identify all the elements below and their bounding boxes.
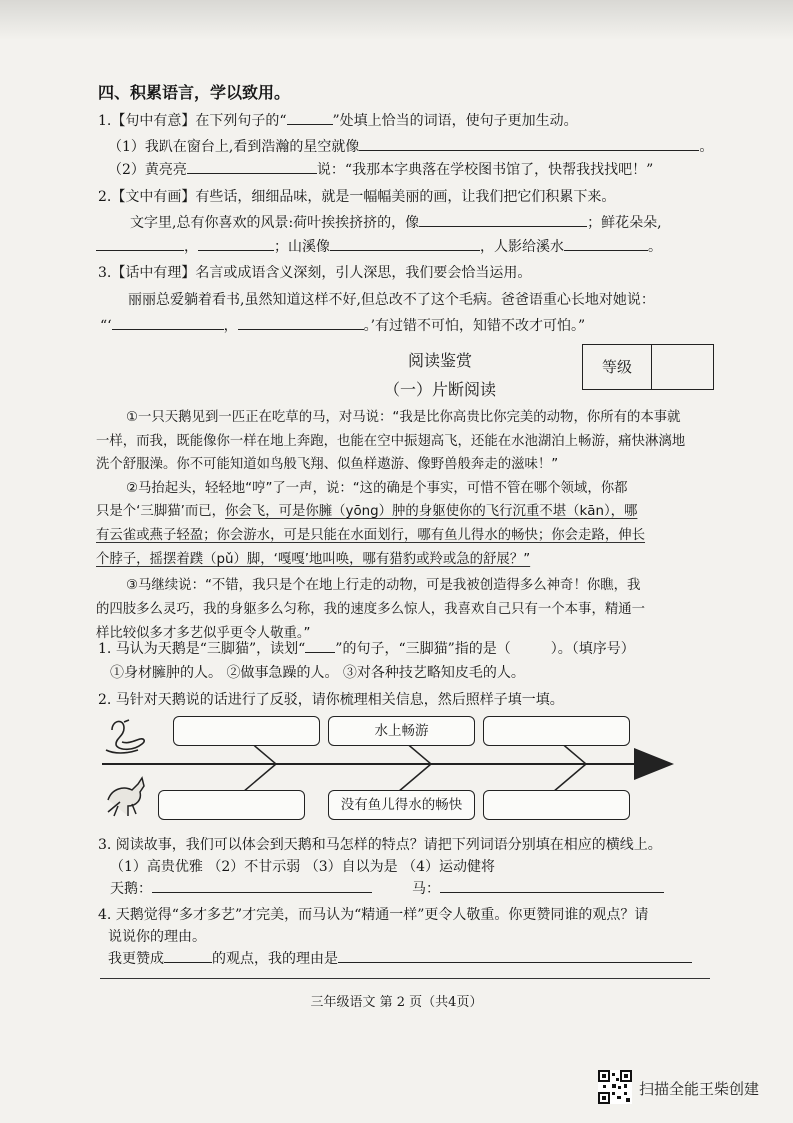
passage-p2-line3: 有云雀或燕子轻盈；你会游水，可是只能在水面划行，哪有鱼儿得水的畅快；你会走路，伸长 xyxy=(96,528,646,543)
reading-q4-line3: 我更赞成 的观点，我的理由是 xyxy=(108,948,692,968)
q2-line2: ， ；山溪像 ，人影给溪水 。 xyxy=(96,236,662,256)
passage-p3-line3: 样比较似多才多艺似乎更令人敬重。” xyxy=(96,626,311,641)
section-title: 四、积累语言，学以致用。 xyxy=(98,83,291,102)
swan-icon xyxy=(106,720,144,753)
page-footer: 三年级语文 第 2 页（共4页） xyxy=(310,995,483,1010)
swan-box-1[interactable] xyxy=(173,716,320,746)
arrow-head-icon xyxy=(634,748,674,780)
reading-q3-options: （1）高贵优雅 （2）不甘示弱 （3）自以为是 （4）运动健将 xyxy=(110,859,495,875)
passage-p3-line1: ③马继续说：“不错，我只是个在地上行走的动物，可是我被创造得多么神奇！你瞧，我 xyxy=(126,578,641,593)
reading-q4-line2: 说说你的理由。 xyxy=(108,929,206,945)
q3-stem: 3.【话中有理】名言或成语含义深刻，引人深思，我们要会恰当运用。 xyxy=(98,265,532,281)
reading-q1-options: ①身材臃肿的人。 ②做事急躁的人。 ③对各种技艺略知皮毛的人。 xyxy=(110,665,525,681)
scan-watermark: 扫描全能王柴创建 xyxy=(639,1080,760,1098)
q1-stem: 1.【句中有意】在下列句子的“ ”处填上恰当的词语，使句子更加生动。 xyxy=(98,110,578,130)
q2-line1: 文字里,总有你喜欢的风景:荷叶挨挨挤挤的，像 ；鲜花朵朵, xyxy=(130,212,662,232)
reading-q1: 1. 马认为天鹅是“三脚猫”，读划“ ”的句子，“三脚猫”指的是（ ）。（填序号） xyxy=(98,638,635,658)
qr-code-icon xyxy=(598,1070,632,1104)
q1-item2: （2）黄亮亮 说：“我那本字典落在学校图书馆了，快帮我找找吧！” xyxy=(108,159,653,179)
answer-line xyxy=(100,978,710,979)
reading-q3-answers: 天鹅： 马： xyxy=(110,878,664,898)
horse-box-1[interactable] xyxy=(158,790,305,820)
passage-p1-line1: ①一只天鹅见到一匹正在吃草的马，对马说：“我是比你高贵比你完美的动物，你所有的本事就 xyxy=(126,410,681,425)
q3-line1: 丽丽总爱躺着看书,虽然知道这样不好,但总改不了这个毛病。爸爸语重心长地对她说： xyxy=(128,292,655,308)
reading-subtitle: （一）片断阅读 xyxy=(383,380,496,399)
reading-q4-line1: 4. 天鹅觉得“多才多艺”才完美，而马认为“精通一样”更令人敬重。你更赞同谁的观点？请 xyxy=(98,907,649,923)
horse-icon xyxy=(108,778,144,816)
passage-p1-line2: 一样，而我，既能像你一样在地上奔跑，也能在空中振翅高飞，还能在水池湖泊上畅游，痛快淋漓地 xyxy=(96,434,686,449)
horse-box-3[interactable] xyxy=(483,790,630,820)
q3-line2: “‘ ， 。’有过错不可怕，知错不改才可怕。” xyxy=(100,315,585,335)
horse-box-2: 没有鱼儿得水的畅快 xyxy=(328,790,475,820)
swan-box-3[interactable] xyxy=(483,716,630,746)
grade-box xyxy=(582,344,714,390)
q1-item1: （1）我趴在窗台上,看到浩瀚的星空就像 。 xyxy=(108,136,713,156)
passage-p3-line2: 的四肢多么灵巧，我的身躯多么匀称，我的速度多么惊人，我喜欢自己只有一个本事，精通一 xyxy=(96,602,646,617)
q2-stem: 2.【文中有画】有些话，细细品味，就是一幅幅美丽的画，让我们把它们积累下来。 xyxy=(98,189,616,205)
reading-q3: 3. 阅读故事，我们可以体会到天鹅和马怎样的特点？请把下列词语分别填在相应的横线上。 xyxy=(98,837,662,853)
fishbone-diagram xyxy=(98,708,678,833)
swan-box-2: 水上畅游 xyxy=(328,716,475,746)
scan-shadow xyxy=(0,0,793,40)
passage-p2-line2: 只是个‘三脚猫’而已，你会飞，可是你臃（yōng）肿的身躯使你的飞行沉重不堪（kān），哪 xyxy=(96,504,638,519)
passage-p1-line3: 洗个舒服澡。你不可能知道如鸟般飞翔、似鱼样遨游、像野兽般奔走的滋味！” xyxy=(96,457,559,472)
reading-q2: 2. 马针对天鹅说的话进行了反驳，请你梳理相关信息，然后照样子填一填。 xyxy=(98,692,564,708)
passage-p2-line1: ②马抬起头，轻轻地“哼”了一声，说：“这的确是个事实，可惜不管在哪个领域，你都 xyxy=(126,481,628,496)
reading-title: 阅读鉴赏 xyxy=(407,351,472,370)
passage-p2-line4: 个脖子，摇摆着蹼（pǔ）脚，‘嘎嘎’地叫唤，哪有猎豹或羚或急的舒展？” xyxy=(96,552,531,567)
grade-label: 等级 xyxy=(583,345,652,389)
